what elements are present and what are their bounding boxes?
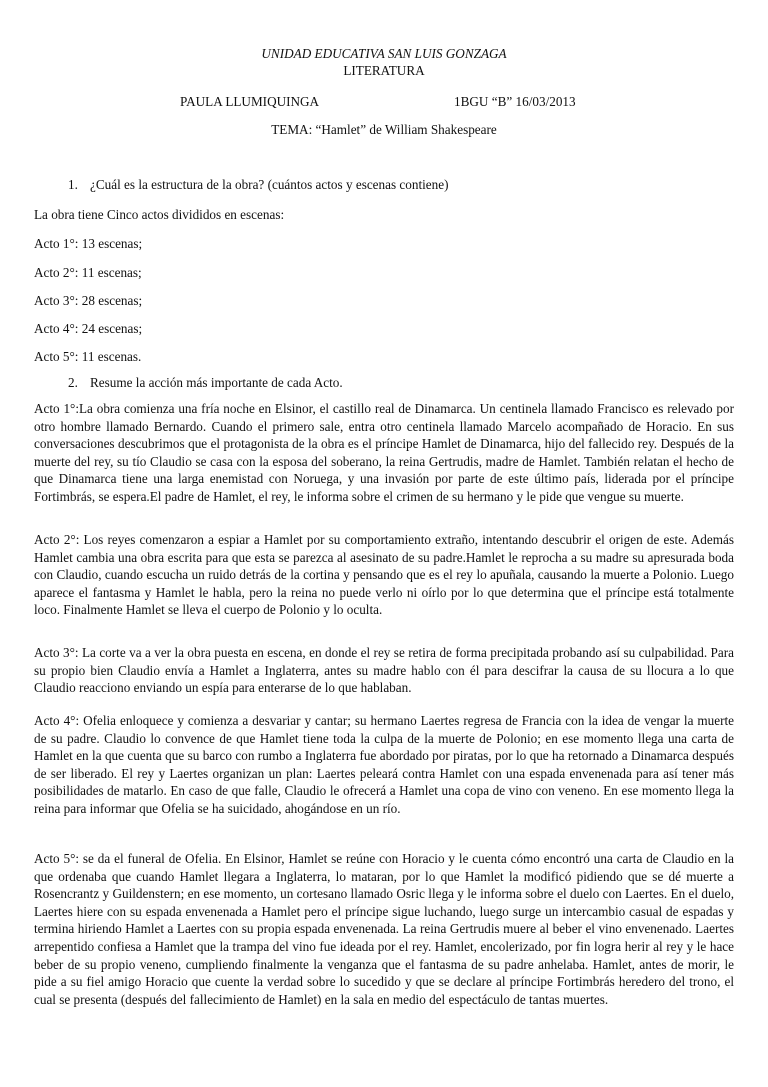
act-4-summary: Acto 4°: Ofelia enloquece y comienza a desvariar y cantar; su hermano Laertes regresa de Francia con la idea de vengar la muerte de su padre. Claudio lo convence de que Hamlet tiene toda la culpa de la muerte de Polonio; en ese momento llega una carta de Hamlet en la que cuenta que su barco con rumbo a Inglaterra fue abordado por piratas, por lo que ha retornado a Dinamarca después de ser liberado. El rey y Laertes organizan un plan: Laertes peleará contra Hamlet con una espada envenenada para así tener más posibilidades de matarlo. En caso de que falle, Claudio le ofrecerá a Hamlet una copa de vino con veneno. En ese momento llega la reina para informar que Ofelia se ha suicidado, ahogándose en un río.	[34, 713, 734, 816]
topic-title: TEMA: “Hamlet” de William Shakespeare	[271, 122, 497, 137]
act-2-scenes: Acto 2°: 11 escenas;	[34, 265, 142, 280]
act-1-scenes: Acto 1°: 13 escenas;	[34, 236, 143, 251]
act-5-summary: Acto 5°: se da el funeral de Ofelia. En Elsinor, Hamlet se reúne con Horacio y le cuenta cómo encontró una carta de Claudio en la que ordenaba que cuando Hamlet llegara a Inglaterra, lo mataran, por lo que Hamlet la modificó pidiendo que se dé muerte a Rosencrantz y Guildenstern; en ese momento, un cortesano llamado Osric llega y le informa sobre el duelo con Laertes. En el duelo, Laertes hiere con su espada envenenada a Hamlet pero el príncipe sigue luchando, luego surge un intercambio casual de espadas y termina hiriendo Hamlet a Laertes con su propia espada envenenada. La reina Gertrudis muere al beber el vino envenenado. Laertes arrepentido confiesa a Hamlet que la trampa del vino fue ideada por el rey. Hamlet, encolerizado, por fin logra herir al rey y le hace beber de su propio veneno, cumpliendo finalmente la venganza que el fantasma de su padre anhelaba. Hamlet, antes de morir, le pide a su fiel amigo Horacio que cuente la verdad sobre lo sucedido y que se declare al príncipe Fortimbrás heredero del trono, el cual se presenta (después del fallecimiento de Hamlet) en la sala en medio del espectáculo de tantas muertes.	[34, 851, 734, 1007]
question-2-number: 2.	[68, 375, 78, 390]
subject-title: LITERATURA	[343, 63, 425, 78]
question-2	[68, 375, 343, 390]
act-1-summary: Acto 1°:La obra comienza una fría noche en Elsinor, el castillo real de Dinamarca. Un centinela llamado Francisco es relevado por otro hombre llamado Bernardo. Cuando el primero sale, entra otro centinela llamado Marcelo acompañado de Horacio. En sus conversaciones descubrimos que el protagonista de la obra es el príncipe Hamlet de Dinamarca, hijo del fallecido rey. Después de la muerte del rey, su tío Claudio se casa con la esposa del soberano, la reina Gertrudis, madre de Hamlet. También relatan el hecho de que Dinamarca tiene una larga enemistad con Noruega, y una invasión por parte de este último país, liderada por el príncipe Fortimbrás, se espera.El padre de Hamlet, el rey, le informa sobre el crimen de su hermano y le pide que vengue su muerte.	[34, 401, 734, 504]
school-name: UNIDAD EDUCATIVA SAN LUIS GONZAGA	[261, 46, 507, 61]
question-1-number: 1.	[68, 177, 78, 192]
act-3-summary: Acto 3°: La corte va a ver la obra puesta en escena, en donde el rey se retira de forma precipitada probando así su culpabilidad. Para su propio bien Claudio envía a Hamlet a Inglaterra, antes su madre hablo con él para descifrar la causa de su llocura a lo que Claudio reacciono enviando un espía para enterarse de lo que hablaban.	[34, 645, 734, 696]
structure-intro: La obra tiene Cinco actos divididos en escenas:	[34, 207, 285, 222]
question-2-text: Resume la acción más importante de cada Acto.	[90, 375, 343, 390]
student-name: PAULA LLUMIQUINGA	[180, 94, 320, 109]
course-date: 1BGU “B” 16/03/2013	[454, 94, 576, 109]
question-1-text: ¿Cuál es la estructura de la obra? (cuántos actos y escenas contiene)	[90, 177, 449, 192]
act-4-scenes: Acto 4°: 24 escenas;	[34, 321, 143, 336]
act-5-scenes: Acto 5°: 11 escenas.	[34, 349, 142, 364]
question-1	[68, 177, 448, 192]
act-2-summary: Acto 2°: Los reyes comenzaron a espiar a Hamlet por su comportamiento extraño, intentando descubrir el origen de este. Además Hamlet cambia una obra escrita para que esta se parezca al asesinato de su padre.Hamlet le reprocha a su madre su apresurada boda con Claudio, cuando escucha un ruido detrás de la cortina y pensando que es el rey lo apuñala, causando la muerte a Polonio. Luego aparece el fantasma y Hamlet le habla, pero la reina no puede verlo ni oírlo por lo que determina que el príncipe está totalmente loco. Finalmente Hamlet se lleva el cuerpo de Polonio y lo oculta.	[34, 532, 734, 618]
act-3-scenes: Acto 3°: 28 escenas;	[34, 293, 143, 308]
